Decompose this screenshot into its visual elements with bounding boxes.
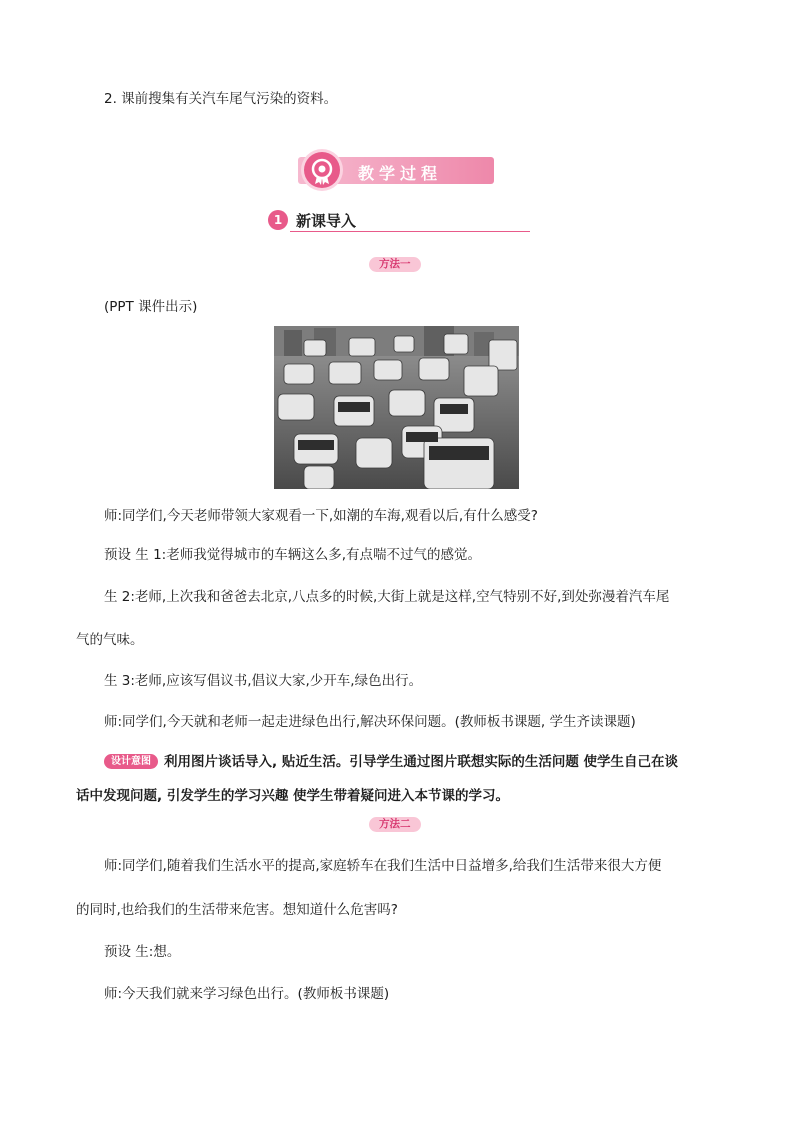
paragraph: 师:同学们,随着我们生活水平的提高,家庭轿车在我们生活中日益增多,给我们生活带来很大方便: [104, 858, 662, 874]
ppt-note: (PPT 课件出示): [104, 299, 198, 315]
paragraph: 气的气味。: [76, 632, 144, 648]
design-intent-text: 利用图片谈话导入, 贴近生活。引导学生通过图片联想实际的生活问题 使学生自己在谈: [164, 754, 679, 770]
design-intent-text: 话中发现问题, 引发学生的学习兴趣 使学生带着疑问进入本节课的学习。: [76, 788, 510, 804]
paragraph: 生 2:老师,上次我和爸爸去北京,八点多的时候,大街上就是这样,空气特别不好,到处弥漫着汽车尾: [104, 589, 670, 605]
design-intent-tag: 设计意图: [104, 754, 158, 769]
paragraph: 师:同学们,今天就和老师一起走进绿色出行,解决环保问题。(教师板书课题, 学生齐读课题): [104, 714, 636, 730]
subsection-heading: [268, 208, 530, 234]
subsection-number: 1: [268, 210, 288, 230]
subsection-underline: [290, 231, 530, 232]
paragraph: 生 3:老师,应该写倡议书,倡议大家,少开车,绿色出行。: [104, 673, 423, 689]
paragraph: 预设 生 1:老师我觉得城市的车辆这么多,有点喘不过气的感觉。: [104, 547, 482, 563]
paragraph: 师:今天我们就来学习绿色出行。(教师板书课题): [104, 986, 390, 1002]
section-title: 教学过程: [358, 164, 443, 183]
paragraph: 的同时,也给我们的生活带来危害。想知道什么危害吗?: [76, 902, 398, 918]
paragraph: 预设 生:想。: [104, 944, 181, 960]
section-banner: [298, 157, 494, 184]
paragraph: 师:同学们,今天老师带领大家观看一下,如潮的车海,观看以后,有什么感受?: [104, 508, 538, 524]
intro-line: 2. 课前搜集有关汽车尾气污染的资料。: [104, 91, 338, 107]
ribbon-badge-icon: [304, 152, 340, 188]
traffic-jam-photo: [274, 326, 519, 489]
subsection-label: 新课导入: [296, 212, 357, 230]
method-one-tag: 方法一: [369, 257, 421, 272]
method-two-tag: 方法二: [369, 817, 421, 832]
